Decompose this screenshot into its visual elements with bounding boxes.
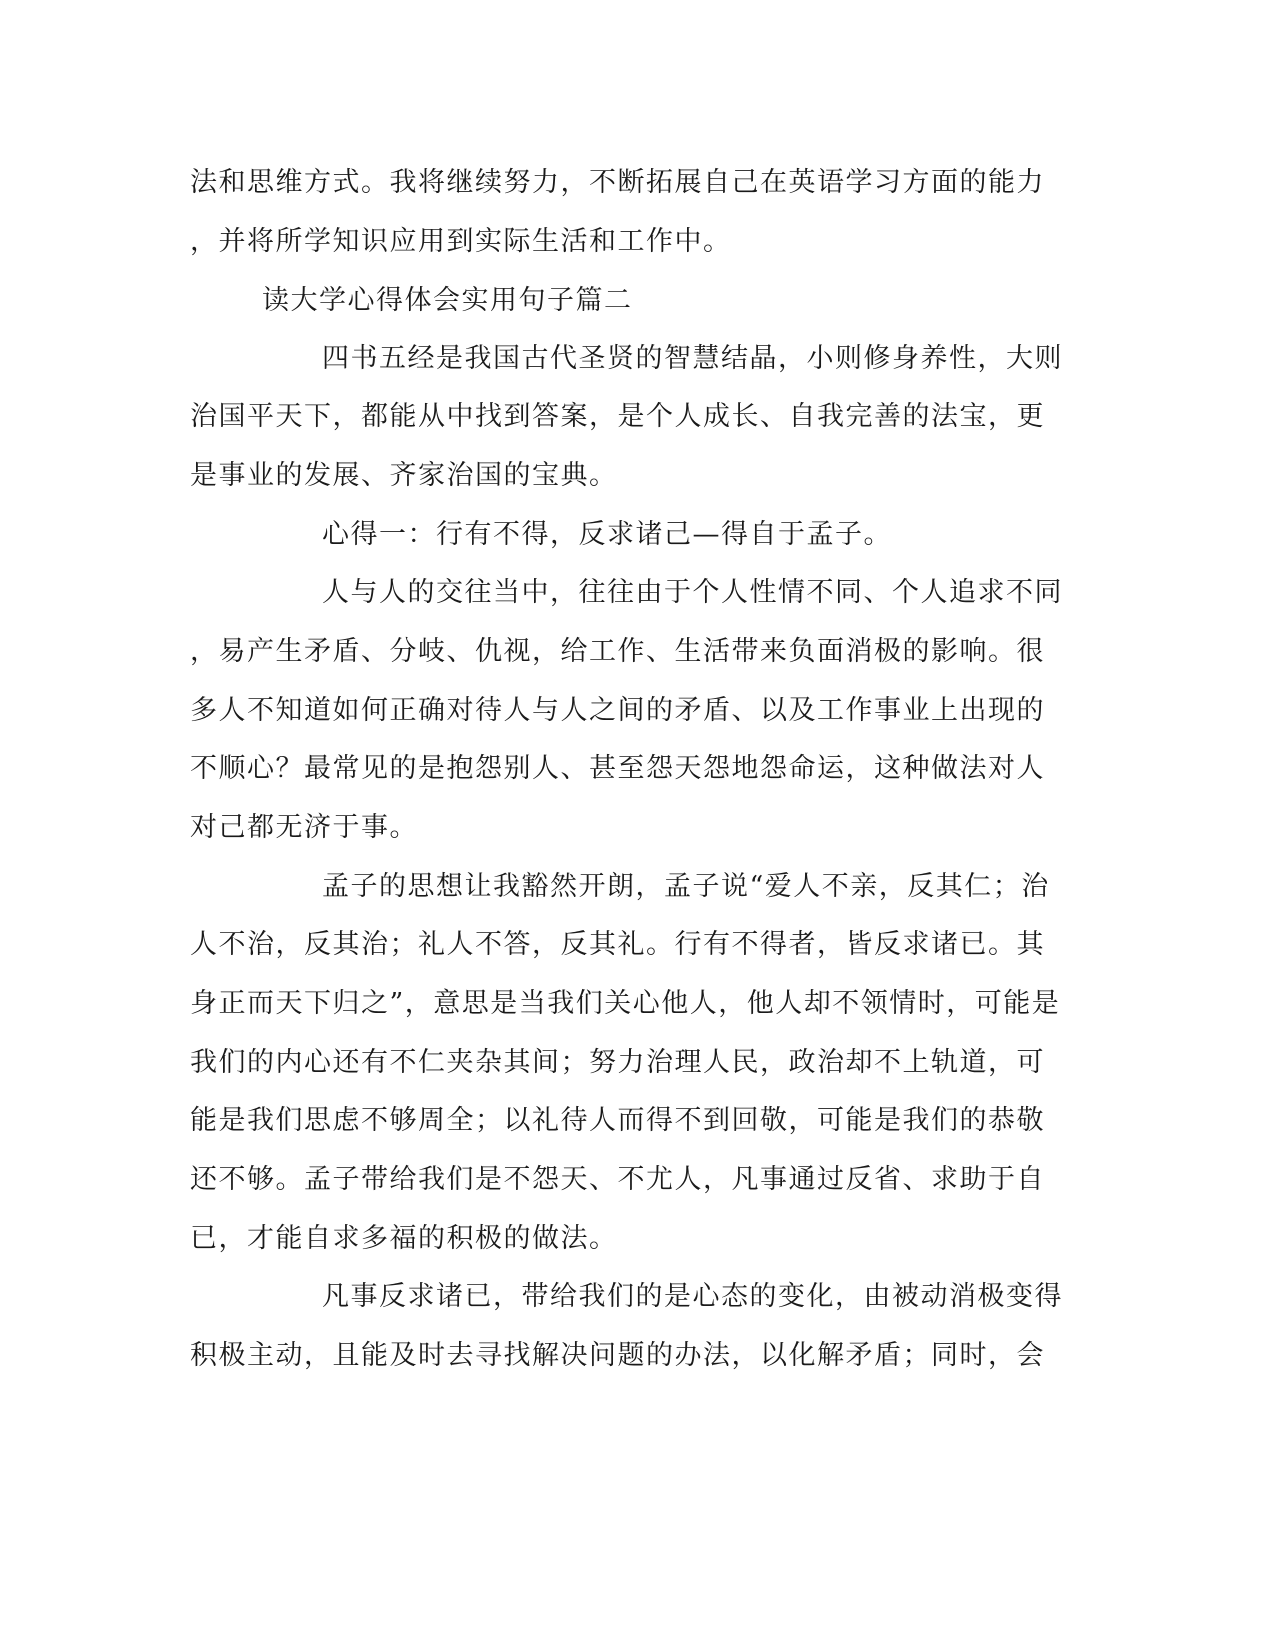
text-line: 多人不知道如何正确对待人与人之间的矛盾、以及工作事业上出现的 xyxy=(190,695,1045,726)
text-line: 四书五经是我国古代圣贤的智慧结晶，小则修身养性，大则 xyxy=(322,343,1063,374)
text-line: 是事业的发展、齐家治国的宝典。 xyxy=(190,460,618,491)
text-line: 对己都无济于事。 xyxy=(190,812,418,843)
text-line: 凡事反求诸已，带给我们的是心态的变化，由被动消极变得 xyxy=(322,1281,1063,1312)
text-line: 能是我们思虑不够周全；以礼待人而得不到回敬，可能是我们的恭敬 xyxy=(190,1105,1045,1136)
text-line: 不顺心？最常见的是抱怨别人、甚至怨天怨地怨命运，这种做法对人 xyxy=(190,753,1045,784)
text-line: 法和思维方式。我将继续努力，不断拓展自己在英语学习方面的能力 xyxy=(190,167,1045,198)
text-line: 还不够。孟子带给我们是不怨天、不尤人，凡事通过反省、求助于自 xyxy=(190,1164,1045,1195)
text-line: 我们的内心还有不仁夹杂其间；努力治理人民，政治却不上轨道，可 xyxy=(190,1047,1045,1078)
section-heading: 读大学心得体会实用句子篇二 xyxy=(262,285,633,316)
text-line: 人与人的交往当中，往往由于个人性情不同、个人追求不同 xyxy=(322,577,1063,608)
text-line: ，易产生矛盾、分岐、仇视，给工作、生活带来负面消极的影响。很 xyxy=(190,636,1045,667)
text-line: ，并将所学知识应用到实际生活和工作中。 xyxy=(190,226,732,257)
subheading: 心得一：行有不得，反求诸己—得自于孟子。 xyxy=(322,519,892,550)
text-line: 积极主动，且能及时去寻找解决问题的办法，以化解矛盾；同时，会 xyxy=(190,1340,1045,1371)
text-line: 已，才能自求多福的积极的做法。 xyxy=(190,1223,618,1254)
text-line: 孟子的思想让我豁然开朗，孟子说“爱人不亲，反其仁；治 xyxy=(322,871,1050,902)
text-line: 人不治，反其治；礼人不答，反其礼。行有不得者，皆反求诸已。其 xyxy=(190,929,1045,960)
text-line: 身正而天下归之”，意思是当我们关心他人，他人却不领情时，可能是 xyxy=(190,988,1061,1019)
text-line: 治国平天下，都能从中找到答案，是个人成长、自我完善的法宝，更 xyxy=(190,401,1045,432)
